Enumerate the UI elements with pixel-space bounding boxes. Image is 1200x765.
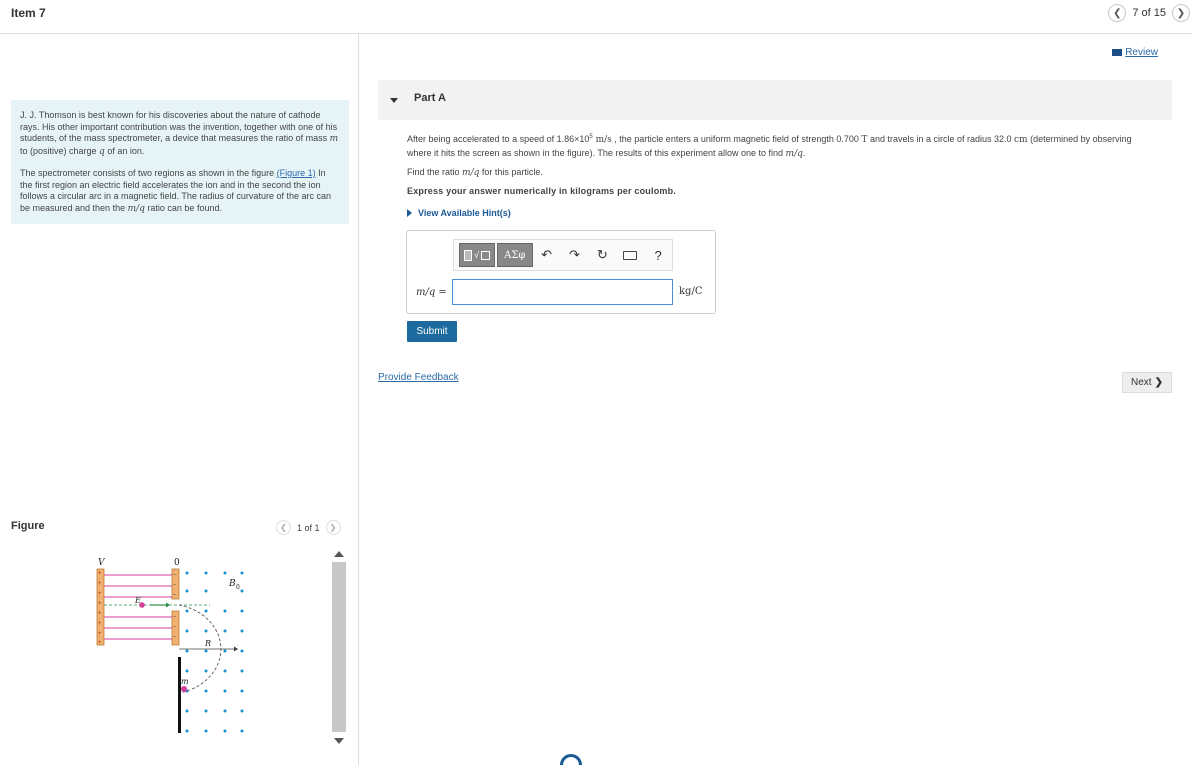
label-R: R [205,639,212,648]
caret-down-icon [390,98,398,103]
template-box-icon [481,251,490,260]
svg-text:+: + [98,631,102,637]
svg-text:–: – [173,624,177,630]
intro-paragraph-2 [20,168,340,215]
bookmark-icon [1112,49,1122,56]
exponent: 5 [589,134,593,140]
label-V: V [98,558,105,568]
answer-unit-label: kg/C [679,286,703,297]
part-a-label: Part A [414,91,446,104]
intro-text: to (positive) charge [20,145,100,156]
templates-button[interactable] [459,243,495,267]
chevron-right-icon: ❯ [329,523,337,532]
next-item-button[interactable] [1172,4,1190,22]
svg-text:–: – [173,634,177,640]
question-span: After being accelerated to a speed of 1.86×10 [407,134,590,144]
figure-pager-text: 1 of 1 [297,522,320,533]
answer-lhs-label: m/q = [416,287,447,298]
template-icon [464,250,472,261]
item-pager-text: 7 of 15 [1132,7,1166,19]
chevron-right-icon: ❯ [1176,7,1186,19]
svg-text:+: + [98,640,102,646]
review-label: Review [1125,47,1158,58]
scroll-up-arrow-icon[interactable] [334,551,344,557]
submit-button[interactable]: Submit [407,321,457,342]
label-B-subscript: 0 [236,584,240,591]
figure-scrollbar[interactable] [332,547,346,753]
scroll-thumb[interactable] [332,562,346,732]
intro-panel [11,100,349,224]
detector-screen [178,657,181,733]
caret-right-icon [407,209,412,217]
math-m-over-q: m/q [462,168,480,178]
svg-text:–: – [173,592,177,598]
pearson-logo-icon [560,754,582,765]
electric-field-lines [104,575,172,639]
intro-paragraph-1 [20,110,340,158]
help-button[interactable]: ? [654,247,662,263]
label-E: E [135,596,141,605]
unit-tesla: T [861,135,868,145]
redo-icon[interactable]: ↷ [569,247,580,262]
math-m: m [329,134,339,144]
intro-text: The spectrometer consists of two regions as shown in the figure [20,168,277,178]
radius-arrowhead [234,647,238,652]
svg-text:+: + [98,591,102,597]
svg-text:+: + [98,581,102,587]
figure-link[interactable]: (Figure 1) [276,168,316,178]
label-zero: 0 [174,558,180,568]
intro-text: In the first region an electric field accelerates the ion and in the second the ion follows a circular arc in a magnetic field. The radius of curvature of the arc can be measured and then the [20,168,331,213]
question-span: (determined by observing where it hits the screen as shown in the figure). The results of this experiment allow one to find [407,134,1132,158]
chevron-left-icon: ❮ [280,523,287,532]
prev-item-button[interactable] [1108,4,1126,22]
review-link[interactable] [1112,47,1158,58]
label-m: m [181,677,189,686]
ion-impact [181,686,187,692]
find-text [407,167,543,178]
figure-prev-button[interactable] [276,520,291,535]
next-button[interactable] [1122,372,1172,393]
figure-title: Figure [11,520,45,532]
figure-pager [276,520,341,535]
figure-next-button[interactable] [326,520,341,535]
velocity-arrowhead [166,603,170,608]
provide-feedback-link[interactable]: Provide Feedback [378,372,459,383]
question-span: . [802,147,806,158]
unit-cm: cm [1014,135,1028,145]
magnetic-field-dots [186,572,244,733]
intro-text: J. J. Thomson is best known for his discoveries about the nature of cathode rays. His other important contribution was the invention, together with one of his students, of the mass spectrometer, a device that measures the ratio of mass [20,110,338,143]
scroll-down-arrow-icon[interactable] [334,738,344,744]
sqrt-icon: √ [473,250,479,260]
svg-text:+: + [98,621,102,627]
question-text [407,131,1147,160]
svg-text:+: + [98,611,102,617]
part-a-header[interactable] [378,80,1172,120]
svg-text:+: + [98,601,102,607]
greek-symbols-button[interactable]: ΑΣφ [497,243,533,267]
label-B: B [229,579,236,589]
undo-icon[interactable]: ↶ [541,247,553,262]
math-m-over-q: m/q [127,203,145,214]
math-q: q [99,146,105,157]
keyboard-icon[interactable] [616,243,644,267]
svg-text:+: + [98,571,102,577]
question-span: , the particle enters a uniform magnetic field of strength 0.700 [611,134,862,144]
intro-text: of an ion. [104,145,145,156]
find-span: for this particle. [479,167,543,177]
question-span: and travels in a circle of radius 32.0 [867,134,1015,144]
chevron-right-icon: ❯ [1154,377,1163,388]
view-hints-toggle[interactable] [407,208,511,218]
answer-input[interactable] [452,279,673,305]
column-divider [358,33,359,765]
math-m-over-q: m/q [785,148,803,159]
svg-text:–: – [173,572,177,578]
item-pager [1108,4,1190,22]
chevron-left-icon: ❮ [1113,7,1122,19]
svg-text:–: – [173,614,177,620]
math-toolbar [453,239,673,271]
intro-text: ratio can be found. [144,202,222,213]
find-span: Find the ratio [407,167,463,177]
mass-spectrometer-diagram [90,553,260,748]
hint-label: View Available Hint(s) [418,208,511,218]
next-label: Next [1131,377,1152,388]
express-instruction: Express your answer numerically in kilograms per coulomb. [407,186,676,196]
answer-box [406,230,716,314]
header-divider [0,33,1192,34]
unit-speed: m/s [592,135,612,145]
reset-icon[interactable]: ↻ [596,247,608,262]
svg-text:–: – [173,582,177,588]
item-title: Item 7 [11,6,46,20]
